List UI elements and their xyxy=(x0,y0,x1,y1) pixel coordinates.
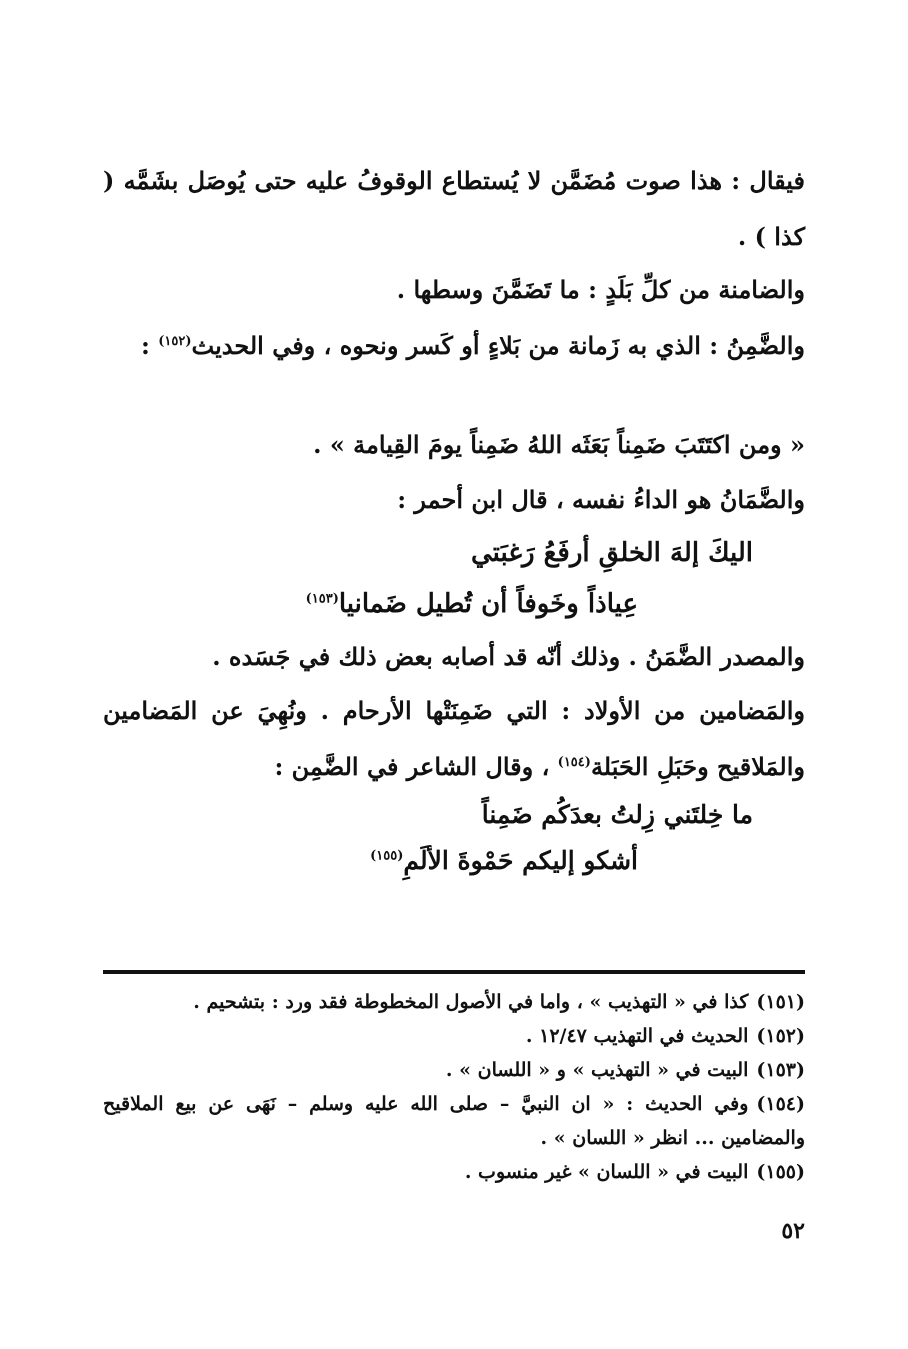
paragraph-1 xyxy=(103,153,805,265)
paragraph-3-text: والضَّمِنُ : الذي به زَمانة من بَلاءٍ أو كَسر ونحوه ، وفي الحديث xyxy=(191,331,805,360)
footnote-text: البيت في « التهذيب » و « اللسان » . xyxy=(445,1059,749,1081)
verse-2-line-1-text: ما خِلتَني زِلتُ بعدَكُم ضَمِناً xyxy=(481,800,753,829)
footnote-ref-155: (١٥٥) xyxy=(370,848,404,864)
verse-1-line-1-text: اليكَ إلهَ الخلقِ أرفَعُ رَغبَتي xyxy=(471,538,753,568)
footnote-ref-153: (١٥٣) xyxy=(305,591,339,607)
verse-1-line-2-text: عِياذاً وخَوفاً أن تُطيل ضَمانيا xyxy=(338,589,638,619)
footnote-152 xyxy=(103,1019,805,1053)
footnotes xyxy=(103,985,805,1189)
footnote-number: (١٥١) xyxy=(756,991,805,1013)
footnote-number: (١٥٤) xyxy=(756,1093,805,1115)
paragraph-7-text-b: ، وقال الشاعر في الضَّمِن : xyxy=(274,752,558,781)
footnote-151 xyxy=(103,985,805,1019)
paragraph-5-text: والضَّمَانُ هو الداءُ نفسه ، قال ابن أحمر : xyxy=(397,485,805,514)
paragraph-6-text: والمصدر الضَّمَنُ . وذلك أنّه قد أصابه بعض ذلك في جَسَده . xyxy=(212,642,805,671)
paragraph-7-text-a: والمَضامين من الأولاد : التي ضَمِنَتْها الأرحام . ونُهِيَ عن المَضامين والمَلاقيح وحَبَلِ الحَبَلة xyxy=(103,696,805,781)
paragraph-6 xyxy=(103,629,805,685)
footnote-text: الحديث في التهذيب ١٢/٤٧ . xyxy=(525,1025,749,1047)
hadith-quote-text: « ومن اكتَتَبَ ضَمِناً بَعَثَه اللهُ ضَمِناً يومَ القِيامة » . xyxy=(313,430,805,459)
footnote-154 xyxy=(103,1087,805,1155)
hadith-quote xyxy=(165,417,805,473)
paragraph-3-end: : xyxy=(141,331,159,360)
paragraph-7 xyxy=(103,683,805,795)
paragraph-2 xyxy=(103,262,805,318)
footnote-text: البيت في « اللسان » غير منسوب . xyxy=(464,1161,749,1183)
paragraph-5 xyxy=(103,472,805,528)
footnote-text: وفي الحديث : « ان النبيَّ – صلى الله عليه وسلم – نَهَى عن بيع الملاقيح والمضامين ... انظر « اللسان » . xyxy=(103,1093,805,1149)
footnote-number: (١٥٥) xyxy=(756,1161,805,1183)
paragraph-3 xyxy=(103,318,805,374)
footnote-number: (١٥٢) xyxy=(756,1025,805,1047)
footnote-number: (١٥٣) xyxy=(756,1059,805,1081)
footnote-ref-152: (١٥٢) xyxy=(158,334,192,349)
footnote-ref-154: (١٥٤) xyxy=(557,755,591,770)
verse-2-line-2-text: أشكو إليكم حَمْوةَ الألَمِ xyxy=(403,846,638,875)
verse-2-line-2 xyxy=(158,833,638,889)
paragraph-1-text: فيقال : هذا صوت مُضَمَّن لا يُستطاع الوقوفُ عليه حتى يُوصَل بشَمَّه ( كذا ) . xyxy=(103,166,805,251)
paragraph-2-text: والضامنة من كلِّ بَلَدٍ : ما تَضَمَّنَ وسطها . xyxy=(396,275,805,304)
footnote-155 xyxy=(103,1155,805,1189)
page-number: ٥٢ xyxy=(781,1218,805,1244)
footnote-divider xyxy=(103,970,805,974)
verse-1-line-1 xyxy=(253,525,753,581)
footnote-text: كذا في « التهذيب » ، واما في الأصول المخطوطة فقد ورد : بتشحيم . xyxy=(193,991,749,1013)
verse-1-line-2 xyxy=(158,576,638,632)
footnote-153 xyxy=(103,1053,805,1087)
